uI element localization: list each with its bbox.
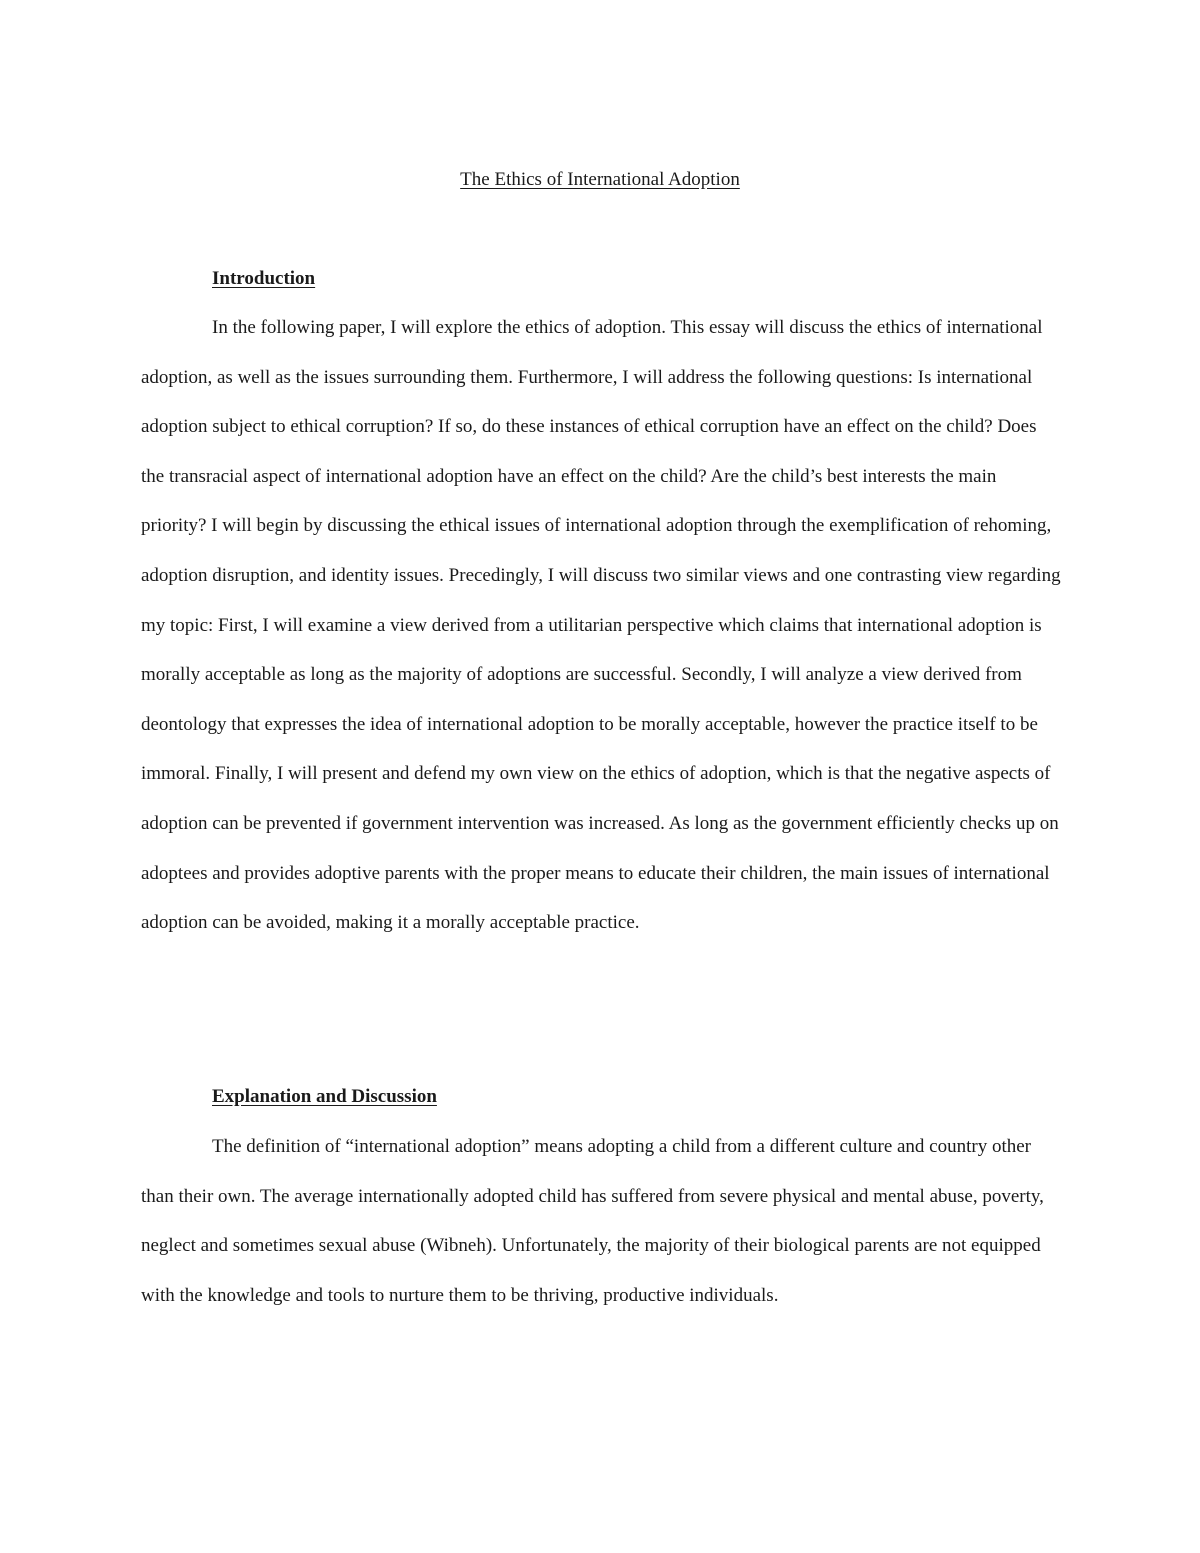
explanation-paragraph: The definition of “international adoption” means adopting a child from a different culture and country other than their own. The average internationally adopted child has suffered from severe physical and mental abuse, poverty, neglect and sometimes sexual abuse (Wibneh). Unfortunately, the majority of their biological parents are not equipped with the knowledge and tools to nurture them to be thriving, productive individuals. [141,1136,1044,1306]
introduction-paragraph: In the following paper, I will explore the ethics of adoption. This essay will discuss the ethics of international adoption, as well as the issues surrounding them. Furthermore, I will address the following questions: Is international adoption subject to ethical corruption? If so, do these instances of ethical corruption have an effect on the child? Does the transracial aspect of international adoption have an effect on the child? Are the child’s best interests the main priority? I will begin by discussing the ethical issues of international adoption through the exemplification of rehoming, adoption disruption, and identity issues. Precedingly, I will discuss two similar views and one contrasting view regarding my topic: First, I will examine a view derived from a utilitarian perspective which claims that international adoption is morally acceptable as long as the majority of adoptions are successful. Secondly, I will analyze a view derived from deontology that expresses the idea of international adoption to be morally acceptable, however the practice itself to be immoral. Finally, I will present and defend my own view on the ethics of adoption, which is that the negative aspects of adoption can be prevented if government intervention was increased. As long as the government efficiently checks up on adoptees and provides adoptive parents with the proper means to educate their children, the main issues of international adoption can be avoided, making it a morally acceptable practice. [141,317,1061,934]
section-heading-introduction: Introduction [212,268,316,289]
section-heading-explanation-and-discussion: Explanation and Discussion [212,1086,437,1107]
document-title [0,166,1200,194]
document-title-text: The Ethics of International Adoption [460,169,740,190]
